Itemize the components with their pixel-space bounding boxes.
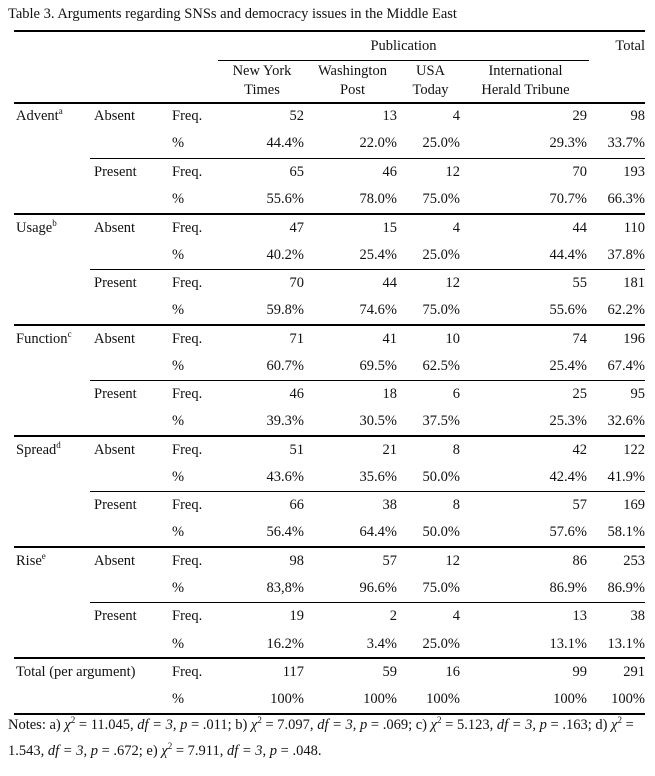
value-cell: 253 — [623, 553, 645, 570]
value-cell: 193 — [589, 158, 645, 186]
value-cell: 13.1% — [549, 635, 587, 652]
empty-cell — [90, 130, 166, 158]
value-cell: 100% — [270, 691, 304, 708]
value-cell: 2 — [306, 603, 399, 631]
value-cell: 25.3% — [549, 413, 587, 430]
value-cell: 58.1% — [607, 524, 645, 541]
total-label: Total (per argument) — [16, 664, 136, 681]
footnote-marker: a — [58, 106, 63, 117]
value-cell: 15 — [382, 219, 397, 236]
stat-label: Freq. — [172, 108, 203, 125]
value-cell: 62.5% — [422, 357, 460, 374]
footnote-marker: c — [67, 328, 72, 339]
table-row — [14, 631, 645, 659]
value-cell: 86 — [572, 553, 587, 570]
value-cell: 78.0% — [359, 190, 397, 207]
table-row — [14, 158, 645, 186]
chi-exponent: 2 — [70, 715, 76, 726]
note-text: = .069; c) — [367, 717, 431, 733]
stat-label: Freq. — [172, 664, 203, 681]
chi-symbol: χ — [250, 717, 258, 733]
value-cell: 32.6% — [607, 413, 645, 430]
value-cell: 64.4% — [359, 524, 397, 541]
value-cell: 66.3% — [607, 190, 645, 207]
empty-cell — [90, 408, 166, 436]
value-cell: 100% — [363, 691, 397, 708]
value-cell: 86.9% — [549, 580, 587, 597]
value-cell: 56.4% — [266, 524, 304, 541]
empty-cell — [14, 575, 90, 603]
empty-cell — [14, 130, 90, 158]
argument-label — [14, 547, 90, 575]
value-cell: 18 — [306, 380, 399, 408]
value-cell: 12 — [399, 158, 462, 186]
value-cell: 70 — [462, 158, 589, 186]
value-cell: 67.4% — [607, 357, 645, 374]
value-cell: 29 — [572, 108, 587, 125]
condition-label: Present — [90, 158, 166, 186]
value-cell: 99 — [572, 664, 587, 681]
value-cell: 59.8% — [266, 301, 304, 318]
stat-label: Freq. — [166, 603, 218, 631]
stat-label: % — [172, 635, 185, 652]
empty-cell — [90, 186, 166, 214]
table-row — [14, 380, 645, 408]
value-cell: 4 — [452, 108, 460, 125]
value-cell: 3.4% — [366, 635, 397, 652]
table-row — [14, 186, 645, 214]
empty-cell — [14, 519, 90, 547]
value-cell: 38 — [589, 603, 645, 631]
condition-label: Absent — [94, 553, 136, 570]
condition-label: Present — [90, 380, 166, 408]
chi-exponent: 2 — [257, 715, 262, 726]
value-cell: 55.6% — [549, 301, 587, 318]
value-cell: 30.5% — [359, 413, 397, 430]
value-cell: 74.6% — [359, 301, 397, 318]
value-cell: 66 — [218, 492, 306, 520]
condition-label: Present — [90, 492, 166, 520]
value-cell: 37.5% — [422, 413, 460, 430]
value-cell: 25.0% — [422, 635, 460, 652]
table-row — [14, 269, 645, 297]
publication-header: Publication — [218, 31, 589, 61]
value-cell: 71 — [289, 330, 304, 347]
footnote-marker: b — [52, 217, 57, 228]
value-cell: 44.4% — [549, 246, 587, 263]
value-cell: 57.6% — [549, 524, 587, 541]
value-cell: 65 — [218, 158, 306, 186]
table-row — [14, 575, 645, 603]
table-row — [14, 130, 645, 158]
value-cell: 19 — [218, 603, 306, 631]
chi-exponent: 2 — [617, 715, 622, 726]
column-header: International Herald Tribune — [481, 63, 570, 99]
value-cell: 10 — [445, 330, 460, 347]
note-text: = 7.097, — [261, 717, 318, 733]
value-cell: 46 — [306, 158, 399, 186]
condition-label: Absent — [94, 219, 136, 236]
value-cell: 43.6% — [266, 469, 304, 485]
note-text: = 5.123, — [441, 717, 497, 733]
note-text: Notes: a) — [8, 717, 65, 733]
value-cell: 75.0% — [422, 301, 460, 318]
empty-cell — [90, 241, 166, 269]
value-cell: 100% — [611, 691, 645, 708]
table-row — [14, 603, 645, 631]
value-cell: 98 — [630, 108, 645, 125]
value-cell: 70 — [218, 269, 306, 297]
empty-cell — [14, 297, 90, 325]
value-cell: 41 — [382, 330, 397, 347]
value-cell: 47 — [289, 219, 304, 236]
value-cell: 50.0% — [422, 469, 460, 485]
note-text: df = 3, p — [137, 717, 188, 733]
table-row — [14, 297, 645, 325]
value-cell: 96.6% — [359, 580, 397, 597]
value-cell: 44 — [306, 269, 399, 297]
value-cell: 42.4% — [549, 469, 587, 485]
table-row — [14, 408, 645, 436]
value-cell: 13 — [382, 108, 397, 125]
value-cell: 41.9% — [607, 469, 645, 485]
stat-label: % — [172, 691, 185, 708]
stat-label: Freq. — [166, 380, 218, 408]
value-cell: 8 — [399, 492, 462, 520]
chi-exponent: 2 — [167, 741, 173, 752]
value-cell: 62.2% — [607, 301, 645, 318]
table-row — [14, 325, 645, 353]
value-cell: 117 — [282, 664, 304, 681]
argument-name: Rise — [16, 553, 42, 570]
empty-cell — [14, 186, 90, 214]
condition-label: Present — [90, 603, 166, 631]
table-row — [14, 464, 645, 492]
value-cell: 37.8% — [607, 246, 645, 263]
value-cell: 57 — [462, 492, 589, 520]
value-cell: 75.0% — [422, 190, 460, 207]
argument-name: Function — [16, 330, 68, 347]
value-cell: 16 — [445, 664, 460, 681]
empty-cell — [14, 353, 90, 381]
table-row — [14, 214, 645, 242]
footnote-marker: d — [56, 440, 61, 451]
argument-name: Usage — [16, 219, 53, 236]
value-cell: 12 — [399, 269, 462, 297]
value-cell: 59 — [382, 664, 397, 681]
empty-cell — [90, 631, 166, 659]
condition-label: Absent — [94, 441, 136, 458]
total-row — [14, 686, 645, 714]
value-cell: 42 — [572, 441, 587, 458]
stat-label: Freq. — [172, 219, 203, 236]
note-text: df = 3, p — [317, 717, 368, 733]
empty-cell — [14, 603, 90, 631]
empty-cell — [14, 464, 90, 492]
value-cell: 83,8% — [266, 580, 304, 597]
value-cell: 196 — [623, 330, 645, 347]
value-cell: 44 — [572, 219, 587, 236]
stat-label: Freq. — [166, 269, 218, 297]
stat-label: % — [172, 246, 185, 263]
stat-label: % — [172, 190, 185, 207]
value-cell: 70.7% — [549, 190, 587, 207]
note-text: = 1.543, — [8, 717, 634, 759]
value-cell: 122 — [623, 441, 645, 458]
value-cell: 4 — [399, 603, 462, 631]
value-cell: 29.3% — [549, 135, 587, 152]
table-row — [14, 492, 645, 520]
argument-label — [14, 103, 90, 131]
stat-label: % — [172, 413, 185, 430]
empty-cell — [14, 408, 90, 436]
table-caption: Table 3. Arguments regarding SNSs and democracy issues in the Middle East — [8, 6, 457, 22]
value-cell: 100% — [426, 691, 460, 708]
stat-label: % — [172, 301, 185, 318]
value-cell: 13 — [462, 603, 589, 631]
empty-cell — [14, 631, 90, 659]
value-cell: 21 — [382, 441, 397, 458]
note-text: = .672; e) — [97, 743, 162, 759]
value-cell: 25 — [462, 380, 589, 408]
condition-label: Present — [90, 269, 166, 297]
value-cell: 40.2% — [266, 246, 304, 263]
value-cell: 57 — [382, 553, 397, 570]
value-cell: 46 — [218, 380, 306, 408]
footnote-marker: e — [41, 551, 46, 562]
stat-label: % — [172, 524, 185, 541]
value-cell: 69.5% — [359, 357, 397, 374]
table-row — [14, 436, 645, 464]
stat-label: % — [172, 580, 185, 597]
value-cell: 44.4% — [266, 135, 304, 152]
table-row — [14, 241, 645, 269]
stat-label: Freq. — [172, 441, 203, 458]
empty-cell — [90, 519, 166, 547]
value-cell: 25.4% — [549, 357, 587, 374]
value-cell: 12 — [445, 553, 460, 570]
note-text: df = 3, p — [226, 743, 278, 759]
empty-cell — [14, 269, 90, 297]
value-cell: 55.6% — [266, 190, 304, 207]
stat-label: Freq. — [172, 553, 203, 570]
stat-label: % — [172, 357, 185, 374]
value-cell: 55 — [462, 269, 589, 297]
stat-label: Freq. — [172, 330, 203, 347]
value-cell: 8 — [452, 441, 460, 458]
note-text: = .011; b) — [187, 717, 251, 733]
value-cell: 25.0% — [422, 246, 460, 263]
note-text: = .163; d) — [546, 717, 612, 733]
note-text: = 11.045, — [75, 717, 138, 733]
argument-label — [14, 214, 90, 242]
condition-label: Absent — [94, 330, 136, 347]
empty-cell — [90, 297, 166, 325]
stat-label: Freq. — [166, 492, 218, 520]
table-row — [14, 519, 645, 547]
empty-cell — [14, 380, 90, 408]
value-cell: 16.2% — [266, 635, 304, 652]
note-text: = 7.911, — [172, 743, 227, 759]
argument-label — [14, 436, 90, 464]
table-notes — [8, 712, 648, 764]
value-cell: 35.6% — [359, 469, 397, 485]
total-header: Total — [615, 37, 645, 54]
condition-label: Absent — [94, 108, 136, 125]
column-header: USA Today — [412, 63, 449, 99]
empty-cell — [14, 158, 90, 186]
stat-label: % — [172, 469, 185, 485]
table-row — [14, 103, 645, 131]
chi-symbol: χ — [161, 743, 168, 759]
value-cell: 110 — [623, 219, 645, 236]
note-text: df = 3, p — [496, 717, 547, 733]
results-table — [14, 30, 645, 715]
column-header: New York Times — [232, 63, 292, 99]
value-cell: 13.1% — [607, 635, 645, 652]
value-cell: 74 — [572, 330, 587, 347]
value-cell: 100% — [553, 691, 587, 708]
argument-label — [14, 325, 90, 353]
stat-label: % — [172, 135, 185, 152]
empty-cell — [14, 492, 90, 520]
value-cell: 39.3% — [266, 413, 304, 430]
value-cell: 6 — [399, 380, 462, 408]
value-cell: 52 — [289, 108, 304, 125]
empty-cell — [14, 241, 90, 269]
value-cell: 38 — [306, 492, 399, 520]
chi-symbol: χ — [430, 717, 438, 733]
value-cell: 4 — [452, 219, 460, 236]
value-cell: 98 — [289, 553, 304, 570]
value-cell: 25.4% — [359, 246, 397, 263]
argument-name: Spread — [16, 441, 57, 458]
value-cell: 181 — [589, 269, 645, 297]
table-row — [14, 547, 645, 575]
note-text: = .048. — [277, 743, 322, 759]
value-cell: 291 — [623, 664, 645, 681]
value-cell: 86.9% — [607, 580, 645, 597]
stat-label: Freq. — [166, 158, 218, 186]
value-cell: 169 — [589, 492, 645, 520]
chi-exponent: 2 — [437, 715, 442, 726]
total-row — [14, 658, 645, 686]
note-text: df = 3, p — [47, 743, 98, 759]
column-header: Washington Post — [318, 63, 387, 99]
value-cell: 22.0% — [359, 135, 397, 152]
value-cell: 95 — [589, 380, 645, 408]
value-cell: 60.7% — [266, 357, 304, 374]
chi-symbol: χ — [64, 717, 71, 733]
value-cell: 51 — [289, 441, 304, 458]
argument-name: Advent — [16, 108, 59, 125]
empty-cell — [90, 464, 166, 492]
value-cell: 33.7% — [607, 135, 645, 152]
chi-symbol: χ — [611, 717, 618, 733]
table-row — [14, 353, 645, 381]
empty-cell — [90, 575, 166, 603]
empty-cell — [90, 353, 166, 381]
value-cell: 50.0% — [422, 524, 460, 541]
empty-cell — [14, 686, 166, 714]
value-cell: 75.0% — [422, 580, 460, 597]
value-cell: 25.0% — [422, 135, 460, 152]
